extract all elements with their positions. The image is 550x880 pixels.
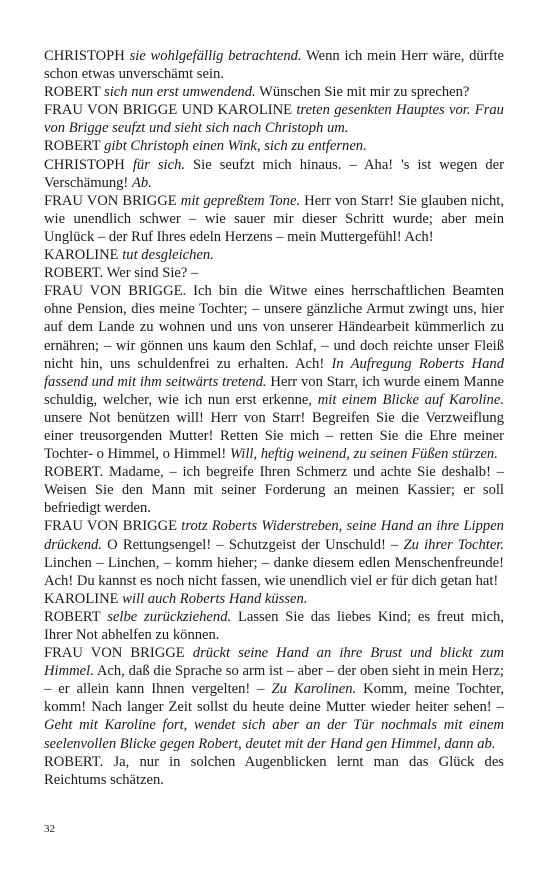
dialogue-paragraph xyxy=(44,192,504,246)
page-number: 32 xyxy=(44,823,55,835)
stage-direction: für sich. xyxy=(132,156,186,173)
stage-direction: In Aufregung Roberts Hand fassend und mit ihm seitwärts tretend. xyxy=(44,355,504,390)
dialogue-paragraph xyxy=(44,644,504,753)
dialogue-text: ROBERT xyxy=(44,138,105,155)
dialogue-text: Wünschen Sie mit mir zu sprechen? xyxy=(255,84,470,101)
stage-direction: Zu Karolinen. xyxy=(271,681,357,698)
dialogue-text: FRAU VON BRIGGE xyxy=(44,192,181,209)
dialogue-text: FRAU VON BRIGGE UND KAROLINE xyxy=(44,102,297,119)
dialogue-text: FRAU VON BRIGGE xyxy=(44,645,193,662)
stage-direction: drückt seine Hand an ihre Brust und blickt zum Himmel. xyxy=(44,645,504,680)
dialogue-text: CHRISTOPH xyxy=(44,48,130,64)
dialogue-text: Lassen Sie das liebes Kind; es freut mich, Ihrer Not abhelfen zu können. xyxy=(44,608,504,643)
dialogue-text: Komm, meine Tochter, komm! Nach langer Zeit sollst du heute deine Mutter wieder heiter sehen! – xyxy=(44,681,505,716)
dialogue-paragraph xyxy=(44,590,504,608)
dialogue-text: Herr von Starr, ich wurde einem Manne schuldig, welcher, wie ich nun erst erkenne, xyxy=(44,373,504,408)
dialogue-text: KAROLINE xyxy=(44,590,123,607)
dialogue-text: ROBERT. Wer sind Sie? – xyxy=(44,265,199,282)
stage-direction: mit einem Blicke auf Karoline. xyxy=(317,391,504,408)
dialogue-paragraph xyxy=(44,282,504,463)
stage-direction: will auch Roberts Hand küssen. xyxy=(122,590,308,607)
dialogue-text: Ach, daß die Sprache so arm ist – aber – der oben sieht in mein Herz; – er allein kann Ihnen vergelten! – xyxy=(44,663,504,698)
stage-direction: mit gepreßtem Tone. xyxy=(180,192,301,209)
stage-direction: gibt Christoph einen Wink, sich zu entfernen. xyxy=(104,138,367,155)
dialogue-paragraph xyxy=(44,463,504,517)
dialogue-paragraph xyxy=(44,137,504,155)
dialogue-paragraph xyxy=(44,264,504,282)
stage-direction: Will, heftig weinend, zu seinen Füßen stürzen. xyxy=(229,446,498,463)
dialogue-paragraph xyxy=(44,156,504,192)
dialogue-paragraph xyxy=(44,517,504,589)
stage-direction: tut desgleichen. xyxy=(122,247,214,264)
stage-direction: sich nun erst umwendend. xyxy=(104,84,256,101)
dialogue-paragraph xyxy=(44,83,504,101)
dialogue-paragraph xyxy=(44,246,504,264)
stage-direction: Geht mit Karoline fort, wendet sich aber an der Tür nochmals mit einem seelenvollen Blicke gegen Robert, deutet mit der Hand gen Himmel, dann ab. xyxy=(44,717,504,752)
dialogue-text: CHRISTOPH xyxy=(44,156,133,173)
dialogue-paragraph xyxy=(44,608,504,644)
stage-direction: treten gesenkten Hauptes vor. Frau von Brigge seufzt und sieht sich nach Christoph um. xyxy=(44,102,504,137)
stage-direction: trotz Roberts Widerstreben, seine Hand an ihre Lippen drückend. xyxy=(44,518,504,553)
dialogue-text: ROBERT. Madame, – ich begreife Ihren Schmerz und achte Sie deshalb! – Weisen Sie den Mann mit seiner Forderung an meinen Kassier; er soll befriedigt werden. xyxy=(44,464,504,517)
dialogue-text: Herr von Starr! Sie glauben nicht, wie unendlich schwer – wie sauer mir dieser Schritt wurde; aber mein Unglück – der Ruf Ihres edeln Herzens – mein Muttergefühl! Ach! xyxy=(44,192,504,245)
dialogue-text: ROBERT xyxy=(44,84,105,101)
stage-direction: sie wohlgefällig betrachtend. xyxy=(129,48,302,64)
dialogue-text: Sie seufzt mich hinaus. – Aha! 's ist wegen der Verschämung! xyxy=(44,156,504,191)
play-text xyxy=(44,47,504,789)
dialogue-paragraph xyxy=(44,47,504,83)
stage-direction: selbe zurückziehend. xyxy=(107,608,232,625)
stage-direction: Ab. xyxy=(131,174,152,191)
stage-direction: Zu ihrer Tochter. xyxy=(403,536,505,553)
dialogue-text: ROBERT xyxy=(44,608,108,625)
dialogue-text: Wenn ich mein Herr wäre, dürfte schon etwas unverschämt sein. xyxy=(44,48,504,83)
dialogue-text: ROBERT. Ja, nur in solchen Augenblicken lernt man das Glück des Reichtums schätzen. xyxy=(44,753,504,788)
dialogue-text: O Rettungsengel! – Schutzgeist der Unschuld! – xyxy=(101,536,404,553)
dialogue-text: FRAU VON BRIGGE xyxy=(44,518,182,535)
dialogue-text: FRAU VON BRIGGE. Ich bin die Witwe eines herrschaftlichen Beamten ohne Pension, dies meine Tochter; – unsere gänzliche Armut zwingt uns, hier auf dem Lande zu wohnen und uns von unserer Händearbeit kümmerlich zu ernähren; – wir gönnen uns kaum den Schlaf, – und doch reichte unser Fleiß nicht hin, uns schuldenfrei zu erhalten. Ach! xyxy=(44,283,504,372)
dialogue-text: Linchen – Linchen, – komm hieher; – danke diesem edlen Menschenfreunde! Ach! Du kannst es noch nicht fassen, wie unendlich viel er für dich getan hat! xyxy=(44,554,504,589)
dialogue-paragraph xyxy=(44,101,504,137)
dialogue-paragraph xyxy=(44,753,504,789)
dialogue-text: KAROLINE xyxy=(44,247,123,264)
dialogue-text: unsere Not benützen will! Herr von Starr! Begreifen Sie die Verzweiflung einer treusorgenden Mutter! Retten Sie mich – retten Sie die Ehre meiner Tochter- o Himmel, o Himmel! xyxy=(44,409,504,463)
